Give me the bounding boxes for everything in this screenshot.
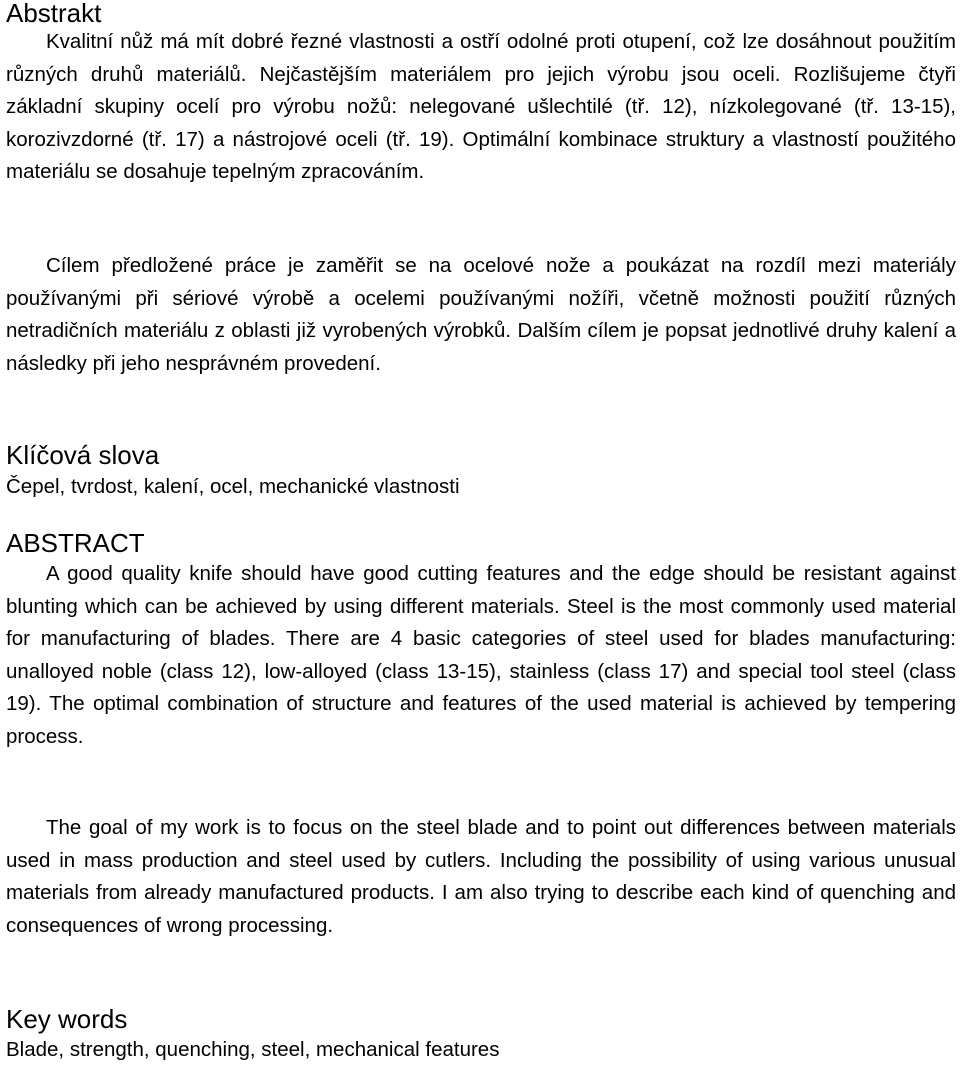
english-abstract-paragraph-1: A good quality knife should have good cutting features and the edge should be resistant against blunting which can be achieved by using different materials. Steel is the most commonly used material for manufacturing of blades. There are 4 basic categories of steel used for blades manufacturing: unalloyed noble (class 12), low-alloyed (class 13-15), stainless (class 17) and special tool steel (class 19). The optimal combination of structure and features of the used material is achieved by tempering process. xyxy=(6,562,956,748)
english-abstract-paragraph-2: The goal of my work is to focus on the steel blade and to point out differences between materials used in mass production and steel used by cutlers. Including the possibility of using various unusual materials from already manufactured products. I am also trying to describe each kind of quenching and consequences of wrong processing. xyxy=(6,816,956,937)
czech-abstract-paragraph-1: Kvalitní nůž má mít dobré řezné vlastnosti a ostří odolné proti otupení, což lze dosáhnout použitím různých druhů materiálů. Nejčastějším materiálem pro jejich výrobu jsou oceli. Rozlišujeme čtyři základní skupiny ocelí pro výrobu nožů: nelegované ušlechtilé (tř. 12), nízkolegované (tř. 13-15), korozivzdorné (tř. 17) a nástrojové oceli (tř. 19). Optimální kombinace struktury a vlastností použitého materiálu se dosahuje tepelným zpracováním. xyxy=(6,30,956,184)
czech-abstract-paragraph-2: Cílem předložené práce je zaměřit se na ocelové nože a poukázat na rozdíl mezi materiály používanými při sériové výrobě a ocelemi používanými nožíři, včetně možnosti použití různých netradičních materiálu z oblasti již vyrobených výrobků. Dalším cílem je popsat jednotlivé druhy kalení a následky při jeho nesprávném provedení. xyxy=(6,254,956,375)
english-abstract-heading: ABSTRACT xyxy=(6,528,145,558)
english-keywords: Blade, strength, quenching, steel, mechanical features xyxy=(6,1038,500,1061)
czech-abstract-heading: Abstrakt xyxy=(6,0,102,28)
english-keywords-heading: Key words xyxy=(6,1004,128,1034)
czech-keywords: Čepel, tvrdost, kalení, ocel, mechanické vlastnosti xyxy=(6,475,460,498)
czech-keywords-heading: Klíčová slova xyxy=(6,440,160,470)
